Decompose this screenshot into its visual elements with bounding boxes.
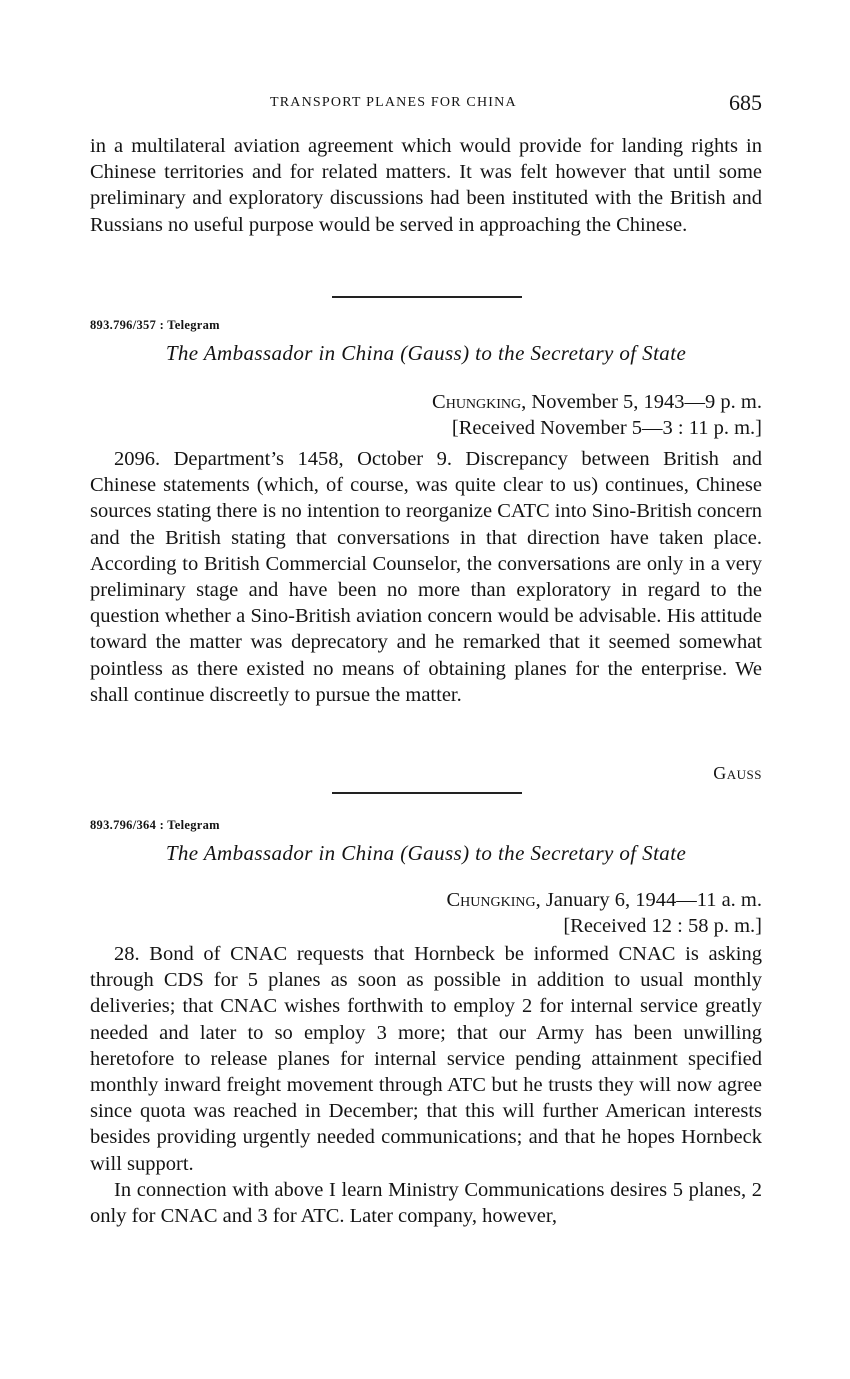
dateline-sent bbox=[446, 887, 762, 913]
dateline bbox=[432, 389, 762, 441]
dateline-received: [Received November 5—3 : 11 p. m.] bbox=[451, 417, 762, 440]
dateline-date: , November 5, 1943—9 p. m. bbox=[521, 391, 762, 413]
section-divider bbox=[332, 792, 522, 794]
document-title: The Ambassador in China (Gauss) to the Secretary of State bbox=[165, 341, 687, 365]
intro-paragraph bbox=[90, 133, 762, 238]
telegram-body bbox=[90, 941, 762, 1229]
running-head: TRANSPORT PLANES FOR CHINA bbox=[270, 95, 517, 110]
telegram-paragraph: 2096. Department’s 1458, October 9. Discrepancy between British and Chinese statements (which, of course, was quite clear to us) continues, Chinese sources stating there is no intention to reorganize CATC into Sino-British concern and the British stating that conversations in that direction have taken place. According to British Commercial Counselor, the conversations are only in a very preliminary stage and have been no more than exploratory in regard to the question whether a Sino-British aviation concern would be advisable. His attitude toward the matter was deprecatory and he remarked that it seemed somewhat pointless as there existed no means of obtaining planes for the enterprise. We shall continue discreetly to pursue the matter. bbox=[90, 448, 763, 706]
page-number: 685 bbox=[729, 90, 762, 115]
telegram-paragraph: In connection with above I learn Ministry Communications desires 5 planes, 2 only for CNAC and 3 for ATC. Later company, however, bbox=[90, 1178, 762, 1228]
section-divider bbox=[332, 296, 522, 298]
dateline-received: [Received 12 : 58 p. m.] bbox=[563, 915, 762, 938]
file-reference: 893.796/357 : Telegram bbox=[90, 318, 220, 332]
telegram-paragraph: 28. Bond of CNAC requests that Hornbeck be informed CNAC is asking through CDS for 5 planes as soon as possible in addition to usual monthly deliveries; that CNAC wishes forthwith to employ 2 for internal service greatly needed and later to so employ 3 more; that our Army has been unwilling heretofore to release planes for internal service pending attainment specified monthly inward freight movement through ATC but he trusts they will now agree since quota was reached in December; that this will further American interests besides providing urgently needed communications; and that he hopes Hornbeck will support. bbox=[90, 943, 762, 1175]
intro-paragraph-text: in a multilateral aviation agreement which would provide for landing rights in Chinese territories and for related matters. It was felt however that until some preliminary and exploratory discussions had been instituted with the British and Russians no useful purpose would be served in approaching the Chinese. bbox=[90, 135, 762, 236]
dateline-place: Chungking bbox=[446, 889, 536, 911]
page-header bbox=[90, 90, 762, 120]
file-reference: 893.796/364 : Telegram bbox=[90, 818, 220, 832]
dateline-date: , January 6, 1944—11 a. m. bbox=[535, 889, 762, 911]
dateline bbox=[446, 887, 762, 939]
document-title: The Ambassador in China (Gauss) to the Secretary of State bbox=[165, 841, 687, 865]
signature: Gauss bbox=[713, 763, 762, 783]
dateline-sent bbox=[432, 389, 762, 415]
telegram-body bbox=[90, 446, 762, 708]
dateline-place: Chungking bbox=[432, 391, 522, 413]
